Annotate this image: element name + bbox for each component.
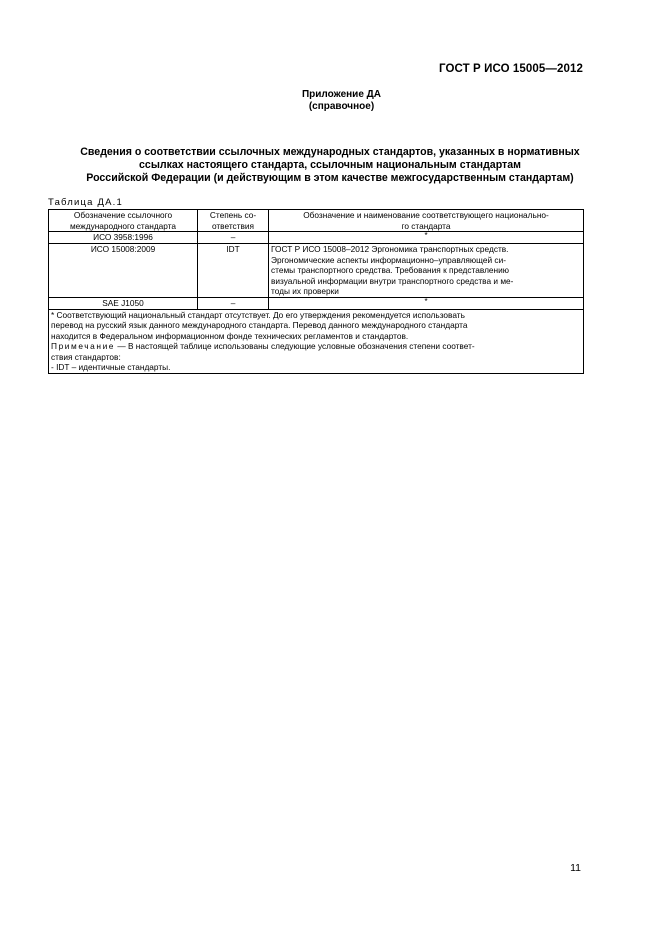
annex-title (0, 89, 661, 113)
table-caption: Таблица ДА.1 (48, 197, 123, 208)
cell-text-line: ГОСТ Р ИСО 15008–2012 Эргономика транспортных средств. (271, 244, 509, 254)
cell-national (269, 244, 584, 298)
note-label: Примечание (51, 341, 116, 351)
heading-line: ссылках настоящего стандарта, ссылочным национальным стандартам (139, 159, 521, 171)
cell-national: * (269, 297, 584, 309)
footnote-line: находится в Федеральном информационном фонде технических регламентов и стандартов. (51, 330, 409, 341)
header-text: Обозначение ссылочного (73, 210, 173, 220)
footnote-line: перевод на русский язык данного международного стандарта. Перевод данного международного стандарта (51, 320, 468, 330)
cell-national: * (269, 232, 584, 244)
annex-type: (справочное) (308, 101, 375, 112)
header-text: ответствия (211, 220, 255, 231)
cell-text-line: визуальной информации внутри транспортного средства и ме- (271, 275, 514, 286)
note-line (51, 341, 581, 352)
heading-line: Российской Федерации (и действующим в этом качестве межгосударственным стандартам) (86, 172, 574, 184)
table-row (49, 244, 584, 298)
note-line: - IDT – идентичные стандарты. (51, 362, 171, 372)
cell-degree: – (198, 297, 269, 309)
header-national-standard (269, 210, 584, 232)
cell-degree: IDT (198, 244, 269, 298)
header-text: международного стандарта (69, 220, 177, 231)
heading-line: Сведения о соответствии ссылочных международных стандартов, указанных в нормативных (80, 146, 580, 158)
table-header-row (49, 210, 584, 232)
standard-code: ГОСТ Р ИСО 15005—2012 (438, 63, 583, 75)
cell-text-line: Эргономические аспекты информационно–управляющей си- (271, 254, 506, 265)
cell-reference: ИСО 3958:1996 (49, 232, 198, 244)
note-text: — В настоящей таблице использованы следующие условные обозначения степени соответ- (115, 341, 475, 351)
table-footnote-row (49, 309, 584, 373)
cell-degree: – (198, 232, 269, 244)
cell-reference: ИСО 15008:2009 (49, 244, 198, 298)
cell-text-line: стемы транспортного средства. Требования к представлению (271, 265, 509, 275)
header-reference-standard (49, 210, 198, 232)
page-number: 11 (570, 862, 581, 874)
table-row (49, 297, 584, 309)
section-heading (40, 146, 620, 185)
annex-name: Приложение ДА (301, 89, 382, 100)
header-degree (198, 210, 269, 232)
table-footnote (49, 309, 584, 373)
header-text: Обозначение и наименование соответствующего национально- (303, 210, 549, 220)
header-text: го стандарта (401, 220, 451, 231)
table-row (49, 232, 584, 244)
footnote-line: * Соответствующий национальный стандарт отсутствует. До его утверждения рекомендуется использовать (51, 309, 465, 320)
cell-text-line: тоды их проверки (271, 286, 339, 296)
header-text: Степень со- (209, 210, 257, 220)
note-line: ствия стандартов: (51, 351, 121, 362)
standards-table (48, 209, 584, 374)
cell-reference: SAE J1050 (49, 297, 198, 309)
